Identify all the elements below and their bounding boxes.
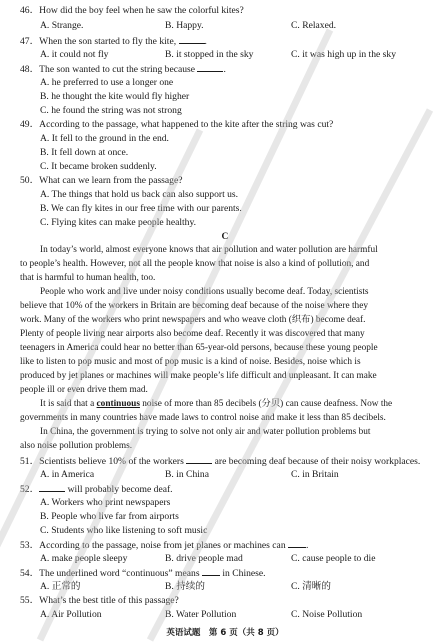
passage-line: like to listen to pop music and most of pop music is a kind of noise. Besides, noise which is xyxy=(20,357,361,367)
option-51a: A. in America xyxy=(40,469,95,480)
question-54-end: in Chinese. xyxy=(222,568,266,579)
question-47-end: . xyxy=(204,36,207,47)
question-52-stem xyxy=(20,482,430,495)
passage-line: governments in many countries have made laws to control noise and make it less than 85 decibels. xyxy=(20,413,386,423)
passage-line: In today’s world, almost everyone knows that air pollution and water pollution are harmful xyxy=(40,245,378,255)
option-49a: A. It fell to the ground in the end. xyxy=(40,133,169,144)
passage-line: work. Many of the workers who print newspapers and who weave cloth (织布) become deaf. xyxy=(20,315,366,325)
option-48c: C. he found the string was not strong xyxy=(40,105,182,116)
option-54b: B. 持续的 xyxy=(165,581,205,592)
question-47-options xyxy=(40,48,430,61)
question-48-text: 48．The son wanted to cut the string because xyxy=(20,64,196,75)
question-54-stem xyxy=(20,566,430,579)
option-51c: C. in Britain xyxy=(291,469,339,480)
answer-blank xyxy=(197,62,223,72)
option-46a: A. Strange. xyxy=(40,20,84,31)
question-55-options xyxy=(40,608,430,621)
option-52c: C. Students who like listening to soft music xyxy=(40,525,208,536)
section-heading: C xyxy=(221,231,229,242)
question-51-end: are becoming deaf because of their noisy workplaces. xyxy=(214,456,421,467)
answer-blank xyxy=(288,538,306,548)
option-53b: B. drive people mad xyxy=(165,553,243,564)
passage-line: believe that 10% of the workers in Britain are becoming deaf because of the noise where they xyxy=(20,301,368,311)
option-47b: B. it stopped in the sky xyxy=(165,49,254,60)
question-53-options xyxy=(40,552,430,565)
option-50c: C. Flying kites can make people healthy. xyxy=(40,217,197,228)
question-46-stem: 46．How did the boy feel when he saw the colorful kites? xyxy=(20,5,244,16)
question-53-stem xyxy=(20,538,430,551)
passage-line: produced by jet planes or machines will make people’s life difficult and unpleasant. It can make xyxy=(20,371,377,381)
option-54a: A. 正常的 xyxy=(40,581,81,592)
option-55b: B. Water Pollution xyxy=(165,609,237,620)
question-49-stem: 49．According to the passage, what happened to the kite after the string was cut? xyxy=(20,119,334,130)
option-48a: A. he preferred to use a longer one xyxy=(40,77,174,88)
question-51-text: 51．Scientists believe 10% of the workers xyxy=(20,456,184,467)
passage-text: It is said that a xyxy=(40,399,97,409)
question-53-end: . xyxy=(306,540,309,551)
passage-line: Plenty of people living near airports also become deaf. Recently it was discovered that many xyxy=(20,329,365,339)
question-52-number: 52． xyxy=(20,484,40,495)
question-46-options xyxy=(40,19,430,32)
option-51b: B. in China xyxy=(165,469,209,480)
answer-blank xyxy=(186,454,212,464)
question-48-stem xyxy=(20,62,430,75)
option-55a: A. Air Pollution xyxy=(40,609,102,620)
question-54-text: 54．The underlined word “continuous” means xyxy=(20,568,200,579)
question-53-text: 53．According to the passage, noise from jet planes or machines can xyxy=(20,540,286,551)
option-50b: B. We can fly kites in our free time with our parents. xyxy=(40,203,242,214)
passage-line: teenagers in America could hear no better than 65-year-old persons, because these young people xyxy=(20,343,378,353)
question-52-text: will probably become deaf. xyxy=(67,484,173,495)
question-47-text: 47．When the son started to fly the kite, xyxy=(20,36,177,47)
answer-blank xyxy=(39,482,65,492)
option-49b: B. It fell down at once. xyxy=(40,147,129,158)
question-48-end: . xyxy=(223,64,226,75)
passage-line: People who work and live under noisy conditions usually become deaf. Today, scientists xyxy=(40,287,369,297)
question-51-options xyxy=(40,468,430,481)
passage-line: also noise pollution problems. xyxy=(20,441,133,451)
option-46b: B. Happy. xyxy=(165,20,204,31)
passage-line: to people’s health. However, not all the people know that noise is also a kind of pollution, and xyxy=(20,259,370,269)
passage-line: In China, the government is trying to solve not only air and water pollution problems but xyxy=(40,427,371,437)
option-48b: B. he thought the kite would fly higher xyxy=(40,91,190,102)
option-46c: C. Relaxed. xyxy=(291,20,337,31)
option-52b: B. People who live far from airports xyxy=(40,511,179,522)
option-49c: C. It became broken suddenly. xyxy=(40,161,157,172)
answer-blank xyxy=(179,34,205,44)
page-footer: 英语试题 第 6 页（共 8 页） xyxy=(166,628,284,638)
passage-text: noise of more than 85 decibels (分贝) can cause deafness. Now the xyxy=(139,399,393,409)
question-50-stem: 50．What can we learn from the passage? xyxy=(20,175,183,186)
passage-line: that is harmful to human health, too. xyxy=(20,273,156,283)
answer-blank xyxy=(202,566,220,576)
passage-line xyxy=(40,398,430,411)
option-54c: C. 清晰的 xyxy=(291,581,331,592)
option-50a: A. The things that hold us back can also support us. xyxy=(40,189,239,200)
question-55-stem: 55．What’s the best title of this passage? xyxy=(20,595,179,606)
option-47c: C. it was high up in the sky xyxy=(291,49,396,60)
option-47a: A. it could not fly xyxy=(40,49,109,60)
passage-line: people ill or even drive them mad. xyxy=(20,385,148,395)
option-55c: C. Noise Pollution xyxy=(291,609,363,620)
question-54-options xyxy=(40,580,430,593)
option-53a: A. make people sleepy xyxy=(40,553,128,564)
question-47-stem xyxy=(20,34,430,47)
option-53c: C. cause people to die xyxy=(291,553,376,564)
question-51-stem xyxy=(20,454,430,467)
underlined-word: continuous xyxy=(96,399,140,409)
option-52a: A. Workers who print newspapers xyxy=(40,497,171,508)
